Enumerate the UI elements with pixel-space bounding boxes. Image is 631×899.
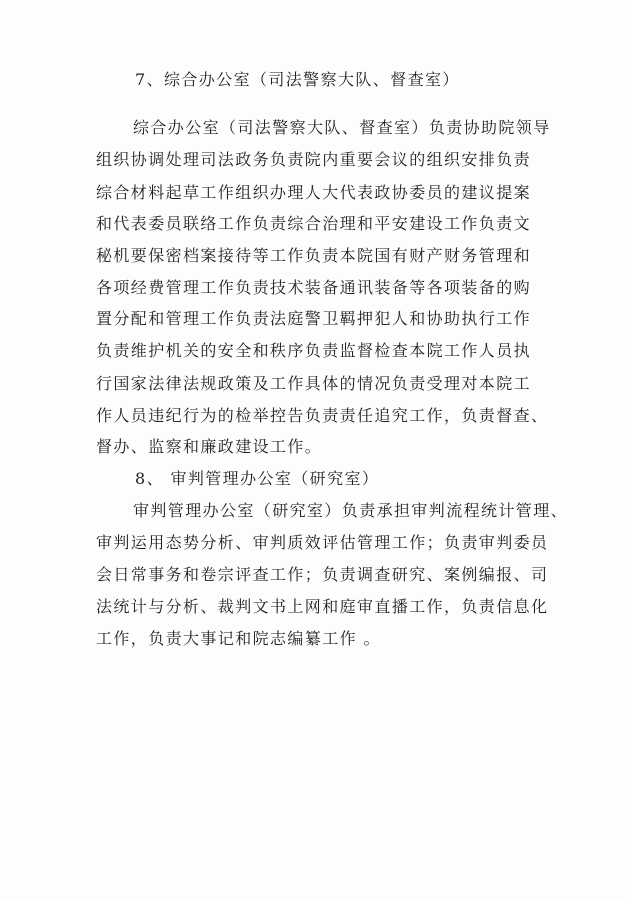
section-7-line-1: 综合办公室（司法警察大队、督查室）负责协助院领导 [133, 118, 551, 137]
section-8-line-2: 审判运用态势分析、审判质效评估管理工作；负责审判委员 [96, 533, 549, 552]
section-8-line-5: 工作，负责大事记和院志编纂工作 。 [96, 629, 381, 648]
section-7-line-7: 置分配和管理工作负责法庭警卫羁押犯人和协助执行工作 [96, 309, 532, 328]
section-8-heading: 8、 审判管理办公室（研究室） [135, 469, 380, 488]
section-7-line-4: 和代表委员联络工作负责综合治理和平安建设工作负责文 [96, 214, 532, 233]
section-8-line-4: 法统计与分析、裁判文书上网和庭审直播工作，负责信息化 [96, 597, 549, 616]
section-7-line-10: 作人员违纪行为的检举控告负责责任追究工作，负责督查、 [96, 406, 549, 425]
section-7-heading: 7、综合办公室（司法警察大队、督查室） [135, 70, 460, 89]
section-7-line-6: 各项经费管理工作负责技术装备通讯装备等各项装备的购 [96, 278, 532, 297]
section-7-line-3: 综合材料起草工作组织办理人大代表政协委员的建议提案 [96, 183, 532, 202]
section-7-line-9: 行国家法律法规政策及工作具体的情况负责受理对本院工 [96, 374, 532, 393]
section-8-line-1: 审判管理办公室（研究室）负责承担审判流程统计管理、 [133, 501, 569, 520]
section-7-line-8: 负责维护机关的安全和秩序负责监督检查本院工作人员执 [96, 341, 532, 360]
section-7-line-5: 秘机要保密档案接待等工作负责本院国有财产财务管理和 [96, 246, 532, 265]
section-7-line-2: 组织协调处理司法政务负责院内重要会议的组织安排负责 [96, 150, 532, 169]
section-7-line-11: 督办、监察和廉政建设工作。 [96, 437, 323, 456]
section-8-line-3: 会日常事务和卷宗评查工作；负责调查研究、案例编报、司 [96, 565, 549, 584]
